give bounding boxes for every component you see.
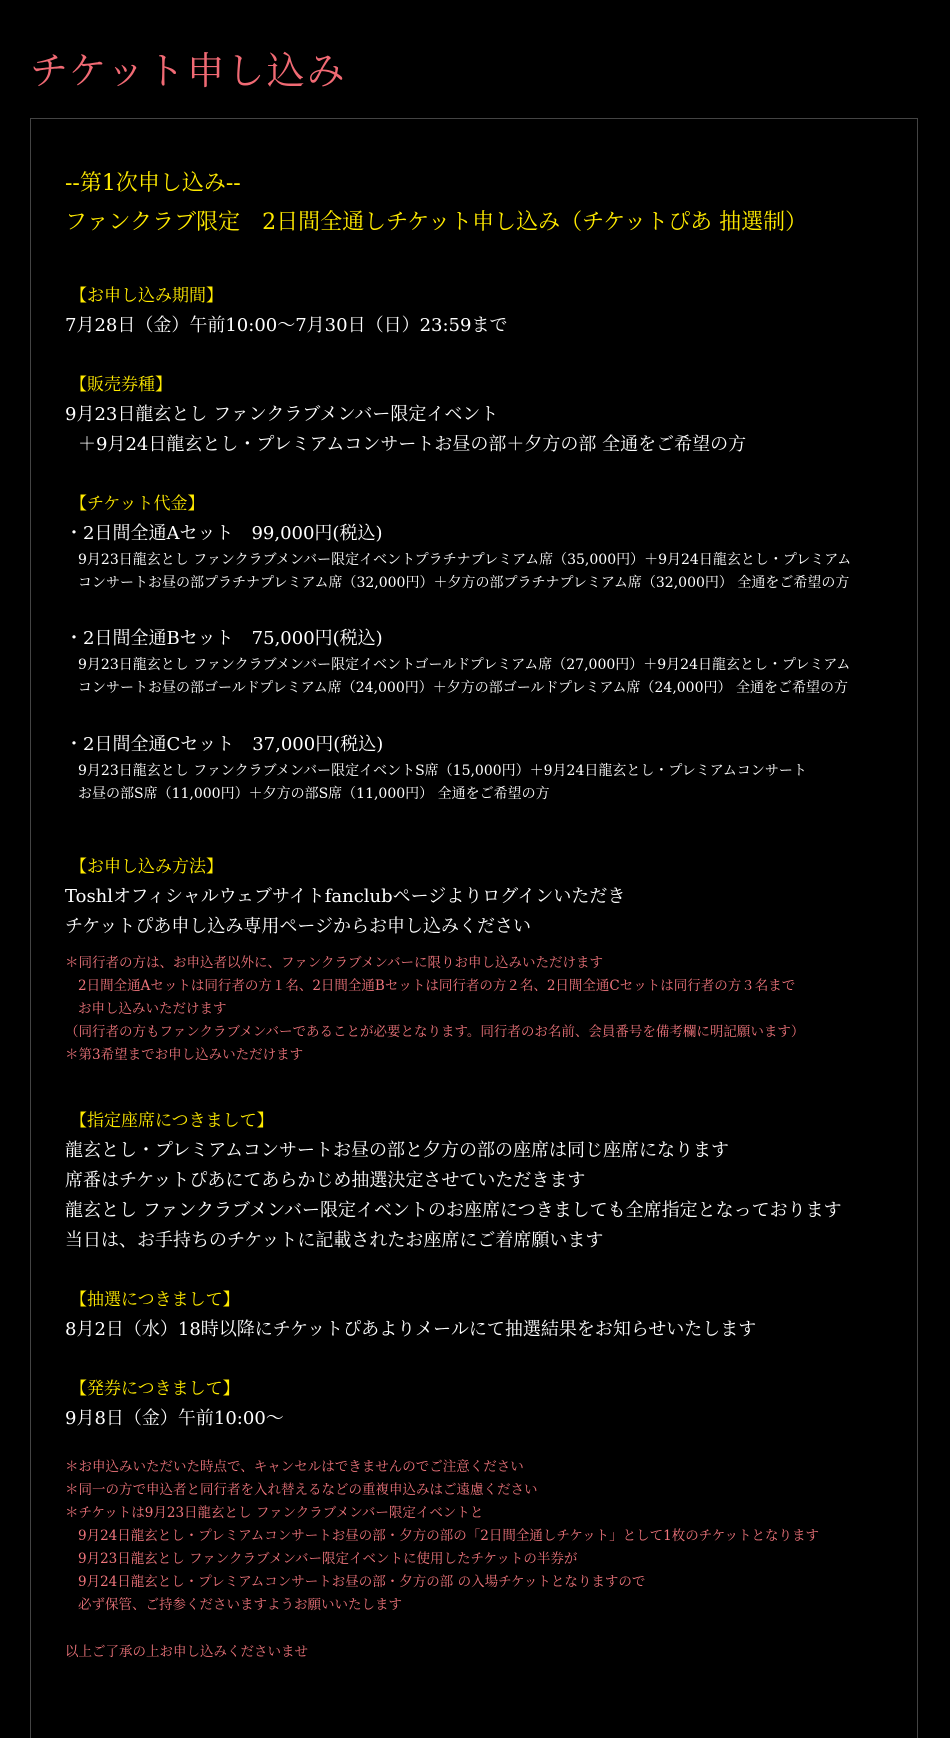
note: ＊チケットは9月23日龍玄とし ファンクラブメンバー限定イベントと: [65, 1505, 484, 1521]
note: ＊お申込みいただいた時点で、キャンセルはできませんのでご注意ください: [65, 1459, 524, 1475]
method-line1: Toshlオフィシャルウェブサイトfanclubページよりログインいただき: [65, 886, 626, 907]
set-a-desc1: 9月23日龍玄とし ファンクラブメンバー限定イベントプラチナプレミアム席（35,000円）＋9月24日龍玄とし・プレミアム: [78, 552, 852, 568]
seats-line: 龍玄とし ファンクラブメンバー限定イベントのお座席につきましても全席指定となっております: [65, 1200, 842, 1221]
period-text: 7月28日（金）午前10:00〜7月30日（日）23:59まで: [65, 315, 508, 336]
method-line2: チケットぴあ申し込み専用ページからお申し込みください: [65, 916, 532, 937]
lottery-text: 8月2日（水）18時以降にチケットぴあよりメールにて抽選結果をお知らせいたします: [65, 1319, 757, 1340]
method-note: ＊第3希望までお申し込みいただけます: [65, 1047, 304, 1063]
ticket-type-line2: ＋9月24日龍玄とし・プレミアムコンサートお昼の部＋夕方の部 全通をご希望の方: [78, 434, 747, 455]
set-b-desc2: コンサートお昼の部ゴールドプレミアム席（24,000円）＋夕方の部ゴールドプレミアム席（24,000円） 全通をご希望の方: [78, 680, 848, 696]
set-c-desc2: お昼の部S席（11,000円）＋夕方の部S席（11,000円） 全通をご希望の方: [78, 786, 550, 802]
set-a-desc2: コンサートお昼の部プラチナプレミアム席（32,000円）＋夕方の部プラチナプレミアム席（32,000円） 全通をご希望の方: [78, 575, 850, 591]
note: 必ず保管、ご持参くださいますようお願いいたします: [78, 1597, 402, 1613]
method-label: 【お申し込み方法】: [70, 857, 223, 877]
method-note: （同行者の方もファンクラブメンバーであることが必要となります。同行者のお名前、会員番号を備考欄に明記願います）: [65, 1024, 805, 1040]
set-c-title: ・2日間全通Cセット 37,000円(税込): [65, 734, 384, 755]
ticket-type-line1: 9月23日龍玄とし ファンクラブメンバー限定イベント: [65, 404, 499, 425]
method-note: 2日間全通Aセットは同行者の方１名、2日間全通Bセットは同行者の方２名、2日間全通Cセットは同行者の方３名まで: [78, 978, 796, 994]
method-note: お申し込みいただけます: [78, 1001, 227, 1017]
set-b-desc1: 9月23日龍玄とし ファンクラブメンバー限定イベントゴールドプレミアム席（27,000円）＋9月24日龍玄とし・プレミアム: [78, 657, 851, 673]
set-a-title: ・2日間全通Aセット 99,000円(税込): [65, 523, 383, 544]
issue-text: 9月8日（金）午前10:00〜: [65, 1408, 284, 1429]
lottery-label: 【抽選につきまして】: [70, 1290, 240, 1310]
round-heading: --第1次申し込み--: [65, 171, 241, 196]
seats-line: 当日は、お手持ちのチケットに記載されたお座席にご着席願います: [65, 1230, 604, 1251]
seats-line: 席番はチケットぴあにてあらかじめ抽選決定させていただきます: [65, 1170, 586, 1191]
issue-label: 【発券につきまして】: [70, 1379, 240, 1399]
note: ＊同一の方で申込者と同行者を入れ替えるなどの重複申込みはご遠慮ください: [65, 1482, 538, 1498]
set-c-desc1: 9月23日龍玄とし ファンクラブメンバー限定イベントS席（15,000円）＋9月24日龍玄とし・プレミアムコンサート: [78, 763, 807, 779]
price-label: 【チケット代金】: [70, 494, 205, 514]
ticket-type-label: 【販売券種】: [70, 375, 172, 395]
page-title: チケット申し込み: [30, 49, 347, 93]
round-subheading: ファンクラブ限定 2日間全通しチケット申し込み（チケットぴあ 抽選制）: [65, 210, 808, 235]
note: 9月24日龍玄とし・プレミアムコンサートお昼の部・夕方の部 の入場チケットとなりますので: [78, 1574, 646, 1590]
closing-text: 以上ご了承の上お申し込みくださいませ: [65, 1644, 308, 1660]
note: 9月24日龍玄とし・プレミアムコンサートお昼の部・夕方の部の「2日間全通しチケット」として1枚のチケットとなります: [78, 1528, 820, 1544]
seats-line: 龍玄とし・プレミアムコンサートお昼の部と夕方の部の座席は同じ座席になります: [65, 1140, 730, 1161]
note: 9月23日龍玄とし ファンクラブメンバー限定イベントに使用したチケットの半券が: [78, 1551, 578, 1567]
method-note: ＊同行者の方は、お申込者以外に、ファンクラブメンバーに限りお申し込みいただけます: [65, 955, 603, 971]
period-label: 【お申し込み期間】: [70, 286, 223, 306]
set-b-title: ・2日間全通Bセット 75,000円(税込): [65, 628, 383, 649]
seats-label: 【指定座席につきまして】: [70, 1111, 274, 1131]
